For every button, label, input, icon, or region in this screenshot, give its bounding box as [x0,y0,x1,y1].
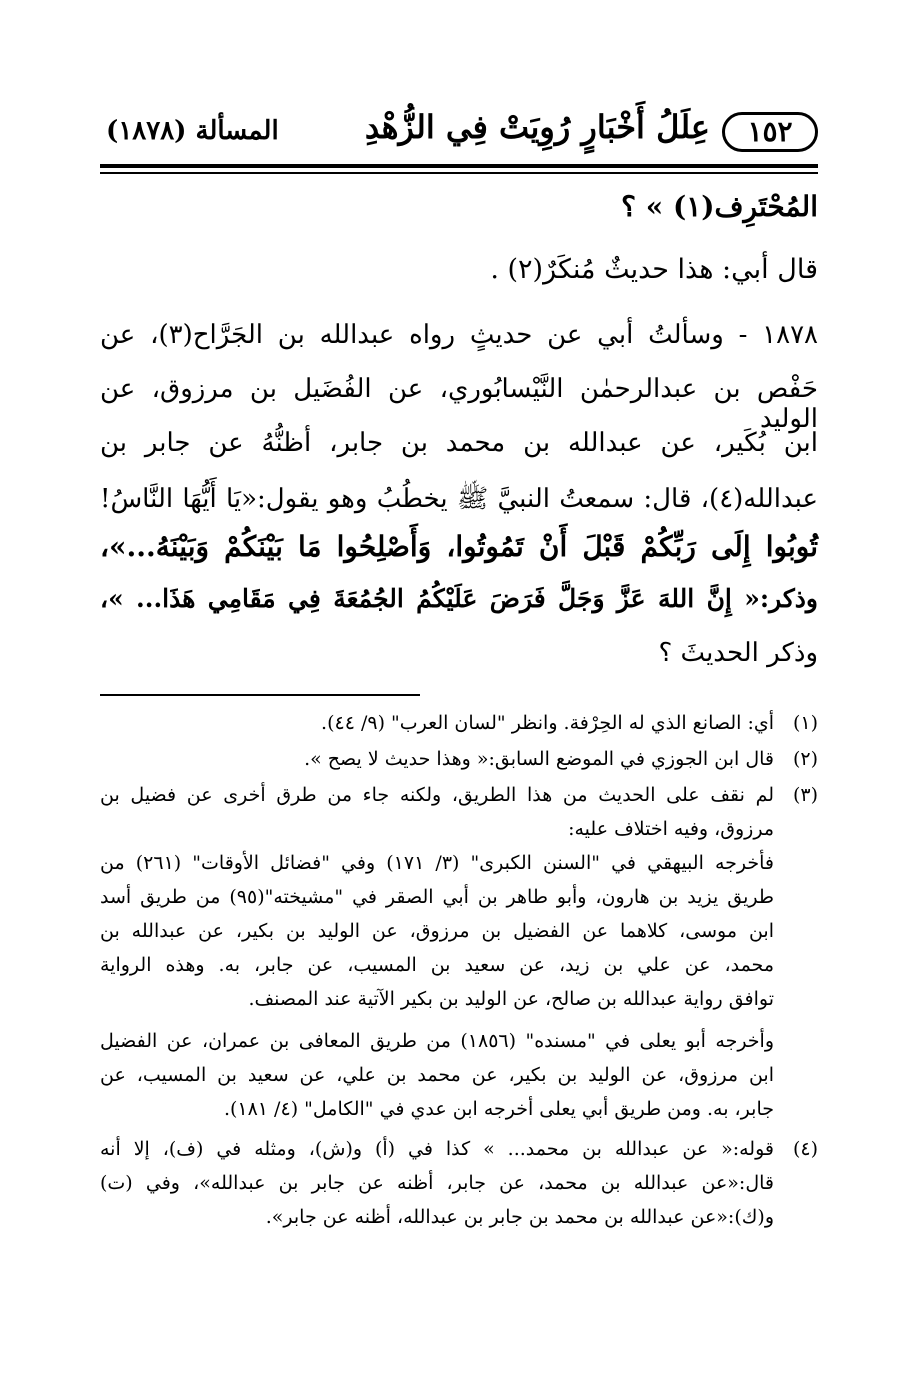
para-line-4: عبدالله(٤)، قال: سمعتُ النبيَّ ﷺ يخطُبُ وهو يقول:«يَا أَيُّهَا النَّاسُ! [100,484,818,514]
footnote-3-line-6: محمد، عن علي بن زيد، عن سعيد بن المسيب، عن جابر، به. وهذه الرواية [100,954,774,976]
footnote-4-line-3: و(ك):«عن عبدالله بن محمد بن جابر بن عبدالله، أظنه عن جابر». [265,1206,774,1228]
body-line-1: المُحْتَرِف(١) » ؟ [621,190,818,223]
footnote-3-line-3: فأخرجه البيهقي في "السنن الكبرى" (٣/ ١٧١) وفي "فضائل الأوقات" (٢٦١) من [100,852,774,874]
book-title: عِلَلُ أَخْبَارٍ رُوِيَتْ فِي الزُّهْدِ [364,108,710,146]
footnote-3-line-10: جابر، به. ومن طريق أبي يعلى أخرجه ابن عدي في "الكامل" (٤/ ١٨١). [223,1098,774,1120]
page-number: ١٥٢ [722,112,818,152]
para-line-6: وذكر:« إِنَّ اللهَ عَزَّ وَجَلَّ فَرَضَ عَلَيْكُمُ الجُمُعَةَ فِي مَقَامِي هَذَا... »، [100,584,818,613]
footnote-3-line-9: ابن مرزوق، عن الوليد بن بكير، عن محمد بن علي، عن سعيد بن المسيب، عن [100,1064,774,1086]
document-page [100,0,818,1373]
footnote-1-text: أي: الصانع الذي له الحِرْفة. وانظر "لسان العرب" (٩/ ٤٤). [321,712,774,734]
footnote-2-text: قال ابن الجوزي في الموضع السابق:« وهذا حديث لا يصح ». [304,748,774,770]
footnote-4-line-1: قوله:« عن عبدالله بن محمد... » كذا في (أ) و(ش)، ومثله في (ف)، إلا أنه [100,1138,774,1160]
para-line-1: ١٨٧٨ - وسألتُ أبي عن حديثٍ رواه عبدالله بن الجَرَّاح(٣)، عن [100,320,818,350]
footnote-separator [100,694,420,696]
para-line-2: حَفْص بن عبدالرحمٰن النَّيْسابُوري، عن الفُضَيل بن مرزوق، عن الوليد [100,374,818,434]
page-header [100,108,818,160]
footnote-3-num: (٣) [792,784,818,806]
footnote-4-num: (٤) [792,1138,818,1160]
header-rule-thick [100,164,818,168]
para-line-5: تُوبُوا إِلَى رَبِّكُمْ قَبْلَ أَنْ تَمُوتُوا، وَأَصْلِحُوا مَا بَيْنَكُمْ وَبَيْنَهُ...»، [100,530,818,563]
footnote-2-num: (٢) [792,748,818,770]
footnote-1-num: (١) [792,712,818,734]
footnote-1 [100,712,818,734]
footnote-3-line-5: ابن موسى، كلاهما عن الفضيل بن مرزوق، عن الوليد بن بكير، عن عبدالله بن [100,920,774,942]
footnote-3-line-7: توافق رواية عبدالله بن صالح، عن الوليد بن بكير الآتية عند المصنف. [248,988,774,1010]
body-line-2: قال أبي: هذا حديثٌ مُنكَرٌ(٢) . [490,254,818,285]
footnote-3-line-8: وأخرجه أبو يعلى في "مسنده" (١٨٥٦) من طريق المعافى بن عمران، عن الفضيل [100,1030,774,1052]
para-line-7: وذكر الحديثَ ؟ [658,638,818,668]
footnote-4-line-2: قال:«عن عبدالله بن محمد، عن جابر، أظنه عن جابر بن عبدالله»، وفي (ت) [100,1172,774,1194]
footnote-3-line-1: لم نقف على الحديث من هذا الطريق، ولكنه جاء من طرق أخرى عن فضيل بن [100,784,774,806]
issue-number: المسألة (١٨٧٨) [106,116,279,146]
para-line-3: ابن بُكَير، عن عبدالله بن محمد بن جابر، أظنُّهُ عن جابر بن [100,428,818,458]
footnote-2 [100,748,818,770]
footnote-3-line-4: طريق يزيد بن هارون، وأبو طاهر بن أبي الصقر في "مشيخته"(٩٥) من طريق أسد [100,886,774,908]
footnote-3-line-2: مرزوق، وفيه اختلاف عليه: [568,818,774,840]
header-rule-thin [100,172,818,174]
